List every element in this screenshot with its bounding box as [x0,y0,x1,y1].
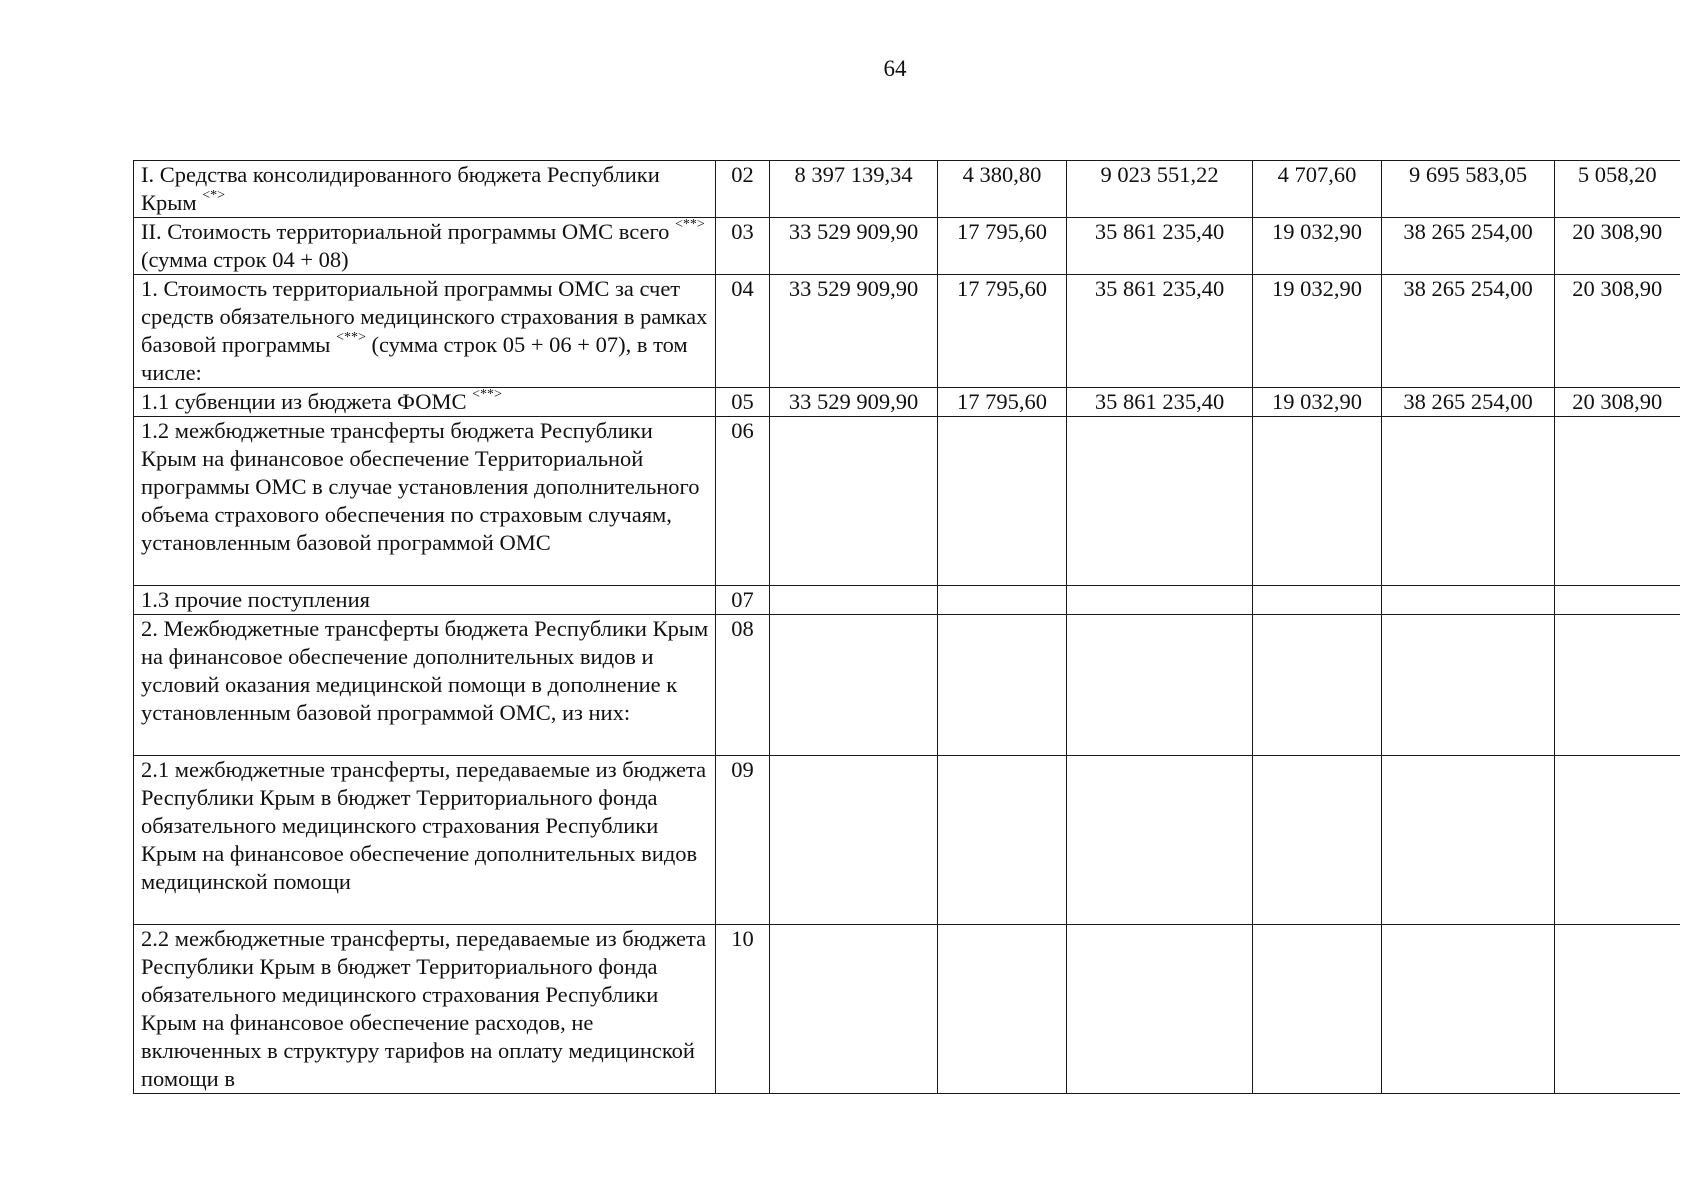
value-cell: 4 707,60 [1253,161,1382,218]
value-cell [1253,586,1382,615]
table-row [134,417,1680,586]
value-cell: 35 861 235,40 [1067,218,1253,275]
value-cell: 4 380,80 [938,161,1067,218]
row-label-suffix: (сумма строк 05 + 06 + 07), в том числе: [141,332,688,385]
page-number: 64 [883,56,907,81]
value-cell: 38 265 254,00 [1382,275,1555,388]
footnote-mark: <**> [336,329,366,345]
row-label-cell [134,275,716,388]
budget-table [133,160,1680,1094]
value-cell: 33 529 909,90 [770,388,938,417]
value-cell [1067,615,1253,756]
value-cell [1555,925,1680,1094]
row-label-cell [134,388,716,417]
value-cell: 8 397 139,34 [770,161,938,218]
value-cell [1382,756,1555,925]
row-label: 1.3 прочие поступления [141,587,370,612]
value-cell [1067,756,1253,925]
row-label: 2.2 межбюджетные трансферты, передаваемые из бюджета Республики Крым в бюджет Территориального фонда обязательного медицинского страхования Республики Крым на финансовое обеспечение расходов, не включенных в структуру тарифов на оплату медицинской помощи в [141,926,707,1091]
table-row [134,275,1680,388]
value-cell [1555,756,1680,925]
value-cell [1253,615,1382,756]
value-cell [770,925,938,1094]
table-row [134,925,1680,1094]
table-row [134,756,1680,925]
value-cell [1067,925,1253,1094]
value-cell [1067,417,1253,586]
value-cell [938,586,1067,615]
value-cell [1382,925,1555,1094]
value-cell [1382,615,1555,756]
table-row [134,388,1680,417]
value-cell: 38 265 254,00 [1382,388,1555,417]
table-row [134,615,1680,756]
row-label-cell [134,615,716,756]
value-cell [1253,925,1382,1094]
row-code: 08 [716,615,770,756]
value-cell [770,756,938,925]
row-label-suffix: (сумма строк 04 + 08) [141,247,349,272]
row-label: 1.2 межбюджетные трансферты бюджета Республики Крым на финансовое обеспечение Территориальной программы ОМС в случае установления дополнительного объема страхового обеспечения по страховым случаям, установленным базовой программой ОМС [141,418,700,555]
value-cell: 20 308,90 [1555,218,1680,275]
value-cell [1382,417,1555,586]
row-label: I. Средства консолидированного бюджета Республики Крым [141,162,660,215]
row-label-cell [134,161,716,218]
value-cell: 38 265 254,00 [1382,218,1555,275]
value-cell: 17 795,60 [938,218,1067,275]
row-code: 04 [716,275,770,388]
table-row [134,161,1680,218]
row-code: 10 [716,925,770,1094]
value-cell: 19 032,90 [1253,275,1382,388]
value-cell: 5 058,20 [1555,161,1680,218]
value-cell: 19 032,90 [1253,388,1382,417]
value-cell [770,417,938,586]
value-cell [1253,417,1382,586]
row-code: 05 [716,388,770,417]
value-cell: 9 695 583,05 [1382,161,1555,218]
value-cell: 35 861 235,40 [1067,275,1253,388]
value-cell [770,586,938,615]
value-cell [1253,756,1382,925]
value-cell [770,615,938,756]
row-code: 06 [716,417,770,586]
row-label: 2. Межбюджетные трансферты бюджета Республики Крым на финансовое обеспечение дополнительных видов и условий оказания медицинской помощи в дополнение к установленным базовой программой ОМС, из них: [141,616,709,725]
value-cell [938,925,1067,1094]
value-cell [1067,586,1253,615]
value-cell: 9 023 551,22 [1067,161,1253,218]
table-row [134,586,1680,615]
value-cell: 35 861 235,40 [1067,388,1253,417]
row-label: 1.1 субвенции из бюджета ФОМС [141,389,467,414]
footnote-mark: <*> [202,187,226,203]
value-cell [938,756,1067,925]
row-code: 09 [716,756,770,925]
row-label-cell [134,925,716,1094]
row-label: II. Стоимость территориальной программы ОМС всего [141,219,670,244]
value-cell [1382,586,1555,615]
value-cell [1555,615,1680,756]
value-cell: 17 795,60 [938,388,1067,417]
value-cell [1555,586,1680,615]
footnote-mark: <**> [675,217,705,232]
value-cell: 19 032,90 [1253,218,1382,275]
table-row [134,218,1680,275]
value-cell: 33 529 909,90 [770,218,938,275]
value-cell: 17 795,60 [938,275,1067,388]
row-label-cell [134,218,716,275]
value-cell [938,417,1067,586]
value-cell: 33 529 909,90 [770,275,938,388]
row-code: 03 [716,218,770,275]
value-cell: 20 308,90 [1555,275,1680,388]
row-label: 2.1 межбюджетные трансферты, передаваемые из бюджета Республики Крым в бюджет Территориального фонда обязательного медицинского страхования Республики Крым на финансовое обеспечение дополнительных видов медицинской помощи [141,757,707,894]
row-code: 02 [716,161,770,218]
value-cell [938,615,1067,756]
value-cell: 20 308,90 [1555,388,1680,417]
footnote-mark: <**> [472,387,502,402]
row-label-cell [134,417,716,586]
row-label-cell [134,756,716,925]
row-label: 1. Стоимость территориальной программы ОМС за счет средств обязательного медицинского страхования в рамках базовой программы [141,276,708,357]
row-code: 07 [716,586,770,615]
row-label-cell [134,586,716,615]
value-cell [1555,417,1680,586]
